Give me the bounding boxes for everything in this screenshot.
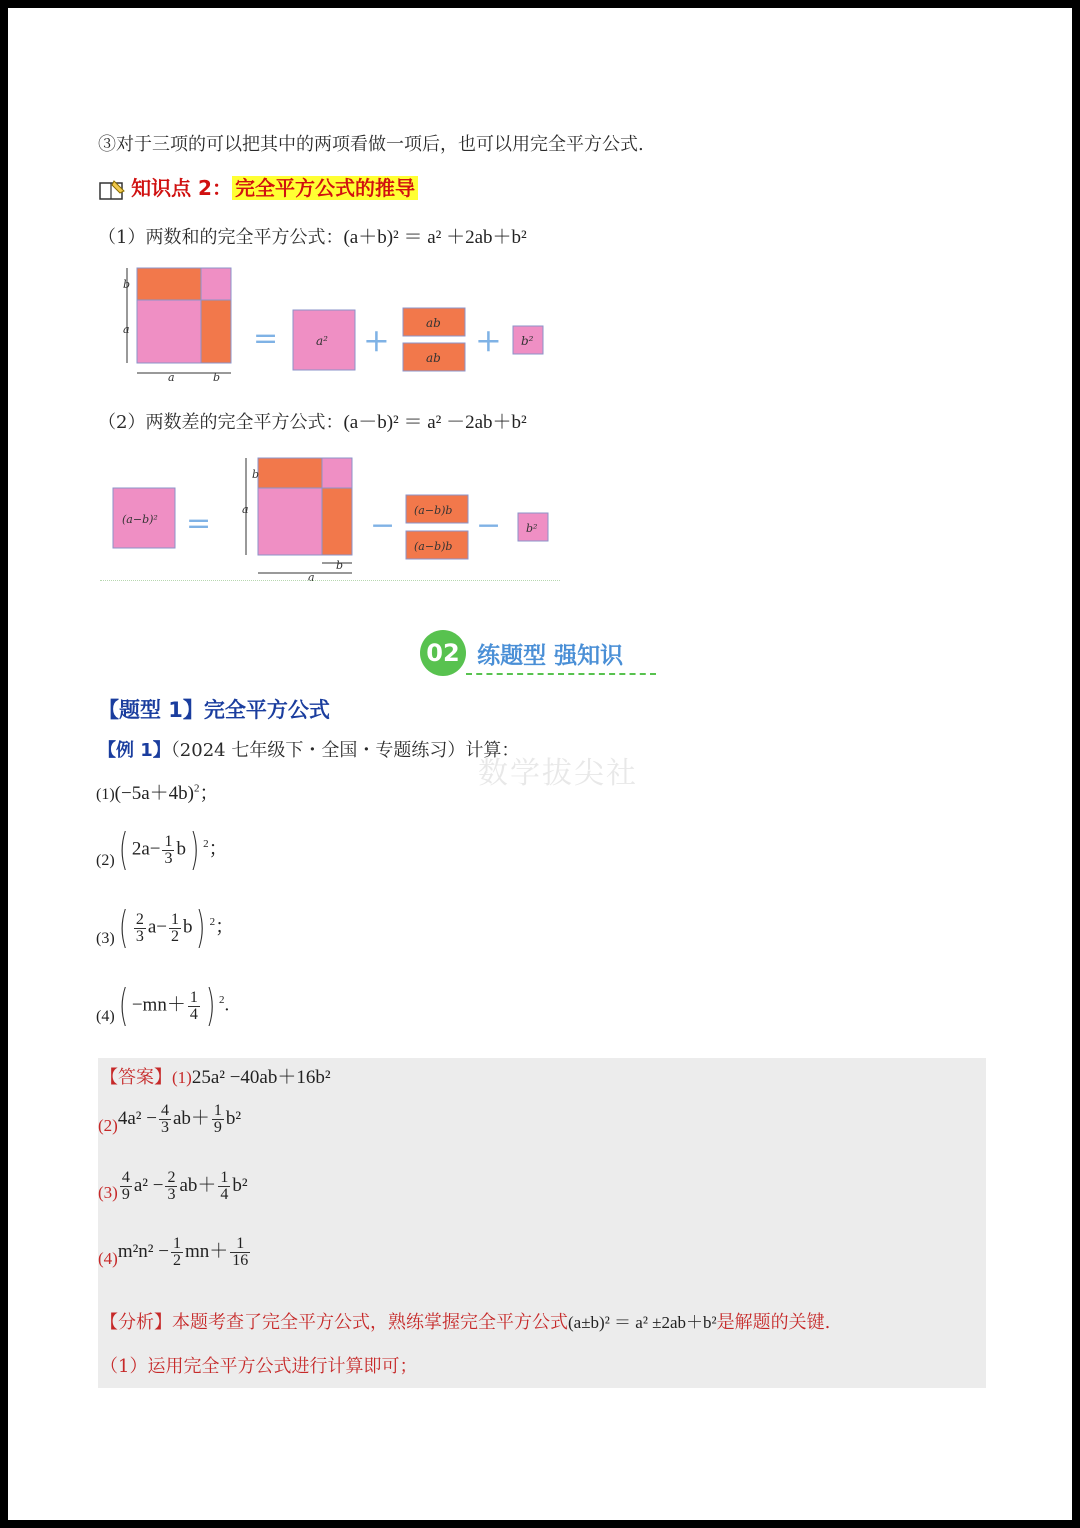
question-2-pre: 2a− bbox=[131, 838, 161, 860]
question-4-number: (4) bbox=[96, 1008, 115, 1025]
question-1-number: (1) bbox=[96, 786, 115, 803]
diff-formula: (a－b)² ＝ a² －2ab＋b² bbox=[343, 412, 527, 433]
question-3-post: b bbox=[182, 916, 193, 938]
example-1-line bbox=[98, 736, 519, 762]
question-3-numerator-2: 1 bbox=[170, 910, 179, 928]
amb2-term-label: (a−b)² bbox=[122, 513, 158, 526]
equals-sign-2: = bbox=[186, 506, 212, 541]
ab-side-rect bbox=[201, 300, 231, 363]
question-2-number: (2) bbox=[96, 852, 115, 869]
answer-4-denominator-2: 16 bbox=[232, 1252, 249, 1270]
question-2-post: b bbox=[176, 838, 186, 860]
divider-dotted bbox=[100, 580, 560, 581]
analysis-step-1: （1）运用完全平方公式进行计算即可； bbox=[100, 1356, 418, 1377]
minus-sign-1: − bbox=[370, 508, 396, 543]
question-2: (2)( 2a− $\frac{1}{3}$ b) $^2$； bbox=[96, 824, 228, 875]
answer-1-number: (1) bbox=[172, 1068, 192, 1087]
answer-4 bbox=[98, 1236, 252, 1286]
answer-3-mid-2: ab＋ bbox=[179, 1175, 217, 1196]
answer-4-numerator-2: 1 bbox=[230, 1236, 250, 1253]
section-title: 练题型 强知识 bbox=[477, 642, 624, 669]
answer-4-mid: mn＋ bbox=[184, 1241, 229, 1262]
plus-sign-1: + bbox=[363, 321, 390, 359]
answer-2-denominator-2: 9 bbox=[213, 1119, 222, 1137]
answer-tag: 【答案】 bbox=[100, 1067, 172, 1087]
diff-formula-line bbox=[98, 407, 527, 434]
knowledge-point-2-heading bbox=[98, 172, 418, 203]
answer-3-numerator-1: 4 bbox=[121, 1169, 130, 1187]
answer-2-pre: 4a² − bbox=[117, 1108, 157, 1129]
a2-term-label: a² bbox=[316, 334, 328, 348]
b2-term-2-label: b² bbox=[526, 522, 538, 535]
diff-corner-rect bbox=[322, 458, 352, 488]
diff-formula-label: （2）两数差的完全平方公式： bbox=[98, 412, 344, 433]
answer-4-numerator-1: 1 bbox=[172, 1235, 181, 1253]
question-2-numerator: 1 bbox=[164, 832, 173, 850]
diagram2-a-vertical: a bbox=[242, 503, 249, 516]
section-underline bbox=[466, 673, 656, 675]
question-1 bbox=[96, 778, 218, 805]
note-3: ③对于三项的可以把其中的两项看做一项后，也可以用完全平方公式. bbox=[98, 134, 644, 155]
diagram1-a-vertical: a bbox=[123, 323, 130, 336]
answer-2-post: b² bbox=[225, 1108, 242, 1129]
analysis-line bbox=[100, 1308, 830, 1334]
question-3-denominator-1: 3 bbox=[135, 927, 144, 945]
answer-2-number: (2) bbox=[98, 1116, 118, 1136]
question-2-exponent: 2 bbox=[203, 838, 209, 851]
b2-corner-rect bbox=[201, 268, 231, 300]
question-4-end: . bbox=[224, 994, 230, 1016]
answer-2-numerator-1: 4 bbox=[160, 1102, 169, 1120]
answer-1-expression: 25a² −40ab＋16b² bbox=[191, 1067, 331, 1088]
question-3-numerator-1: 2 bbox=[135, 910, 144, 928]
diagram1-a-horizontal: a bbox=[168, 371, 175, 383]
answer-3-denominator-1: 9 bbox=[121, 1186, 130, 1204]
question-3-end: ； bbox=[215, 916, 235, 938]
analysis-formula: (a±b)² ＝ a² ±2ab＋b² bbox=[568, 1313, 717, 1332]
analysis-tail: 是解题的关键. bbox=[716, 1312, 831, 1333]
diagram1-b-horizontal: b bbox=[213, 371, 221, 383]
analysis-tag: 【分析】 bbox=[100, 1312, 172, 1333]
sum-formula-label: （1）两数和的完全平方公式： bbox=[98, 227, 344, 248]
answer-3-number: (3) bbox=[98, 1183, 118, 1203]
diff-main-rect bbox=[258, 488, 322, 555]
question-3-exponent: 2 bbox=[209, 916, 216, 929]
answer-3-post: b² bbox=[232, 1175, 248, 1196]
answer-3-numerator-2: 2 bbox=[167, 1169, 176, 1187]
amb-b-term-2-label: (a−b)b bbox=[414, 540, 453, 553]
diff-top-rect bbox=[258, 458, 322, 488]
b2-term-label: b² bbox=[521, 334, 534, 348]
answer-3 bbox=[98, 1170, 248, 1220]
analysis-text: 本题考查了完全平方公式，熟练掌握完全平方公式 bbox=[172, 1312, 568, 1333]
question-4: (4)( −mn＋ $\frac{1}{4}$ ) $^2$. bbox=[96, 980, 230, 1031]
kp2-title: 完全平方公式的推导 bbox=[232, 176, 418, 200]
question-1-expression: (−5a＋4b) bbox=[114, 783, 194, 804]
book-icon bbox=[98, 179, 126, 203]
answer-4-pre: m²n² − bbox=[117, 1241, 169, 1262]
answer-2-numerator-2: 1 bbox=[213, 1102, 222, 1120]
question-2-end: ； bbox=[208, 838, 228, 860]
question-3-number: (3) bbox=[96, 930, 115, 947]
question-4-numerator: 1 bbox=[189, 988, 198, 1006]
sum-formula-line bbox=[98, 222, 527, 249]
question-1-end: ； bbox=[199, 783, 219, 804]
section-number-badge: 02 bbox=[420, 630, 466, 676]
answer-3-numerator-3: 1 bbox=[220, 1169, 229, 1187]
a2-main-rect bbox=[137, 300, 201, 363]
answer-2 bbox=[98, 1103, 241, 1153]
question-2-denominator: 3 bbox=[164, 849, 173, 867]
question-3-denominator-2: 2 bbox=[170, 927, 179, 945]
minus-sign-2: − bbox=[476, 508, 502, 543]
amb-b-term-1-label: (a−b)b bbox=[414, 504, 453, 517]
answer-3-denominator-2: 3 bbox=[167, 1186, 176, 1204]
ab-top-rect bbox=[137, 268, 201, 300]
document-page bbox=[8, 8, 1072, 1520]
question-3-mid: a− bbox=[147, 916, 167, 938]
example-tag: 【例 1】 bbox=[98, 740, 171, 761]
type1-heading: 【题型 1】完全平方公式 bbox=[98, 698, 330, 722]
answer-4-denominator-1: 2 bbox=[172, 1252, 181, 1270]
diagram2-b-horizontal: b bbox=[336, 559, 344, 572]
sum-square-diagram bbox=[113, 263, 553, 383]
answer-4-number: (4) bbox=[98, 1249, 118, 1269]
question-3: (3)( $\frac{2}{3}$ a− $\frac{1}{2}$ b) $^2$； bbox=[96, 902, 235, 953]
answer-2-mid: ab＋ bbox=[172, 1108, 210, 1129]
equals-sign: = bbox=[253, 321, 279, 356]
diagram1-b-vertical: b bbox=[123, 278, 131, 291]
diagram2-a-horizontal: a bbox=[308, 571, 315, 583]
diff-side-rect bbox=[322, 488, 352, 555]
answer-3-mid-1: a² − bbox=[133, 1175, 164, 1196]
sum-formula: (a＋b)² ＝ a² ＋2ab＋b² bbox=[343, 227, 527, 248]
question-4-pre: −mn＋ bbox=[131, 994, 186, 1016]
question-1-exponent: 2 bbox=[193, 782, 200, 795]
answer-2-denominator-1: 3 bbox=[160, 1119, 169, 1137]
question-4-exponent: 2 bbox=[219, 994, 225, 1007]
kp2-prefix: 知识点 2： bbox=[131, 176, 232, 200]
ab-term-1-label: ab bbox=[426, 316, 441, 330]
watermark: 数学拔尖社 bbox=[478, 756, 638, 791]
plus-sign-2: + bbox=[475, 321, 502, 359]
example-source: （2024 七年级下・全国・专题练习）计算： bbox=[170, 740, 520, 761]
diagram2-b-vertical: b bbox=[252, 468, 260, 481]
diff-square-diagram bbox=[108, 453, 568, 583]
question-4-denominator: 4 bbox=[189, 1005, 198, 1023]
answer-3-denominator-3: 4 bbox=[220, 1186, 229, 1204]
answer-1 bbox=[100, 1062, 331, 1089]
ab-term-2-label: ab bbox=[426, 351, 441, 365]
section-heading bbox=[420, 630, 623, 676]
